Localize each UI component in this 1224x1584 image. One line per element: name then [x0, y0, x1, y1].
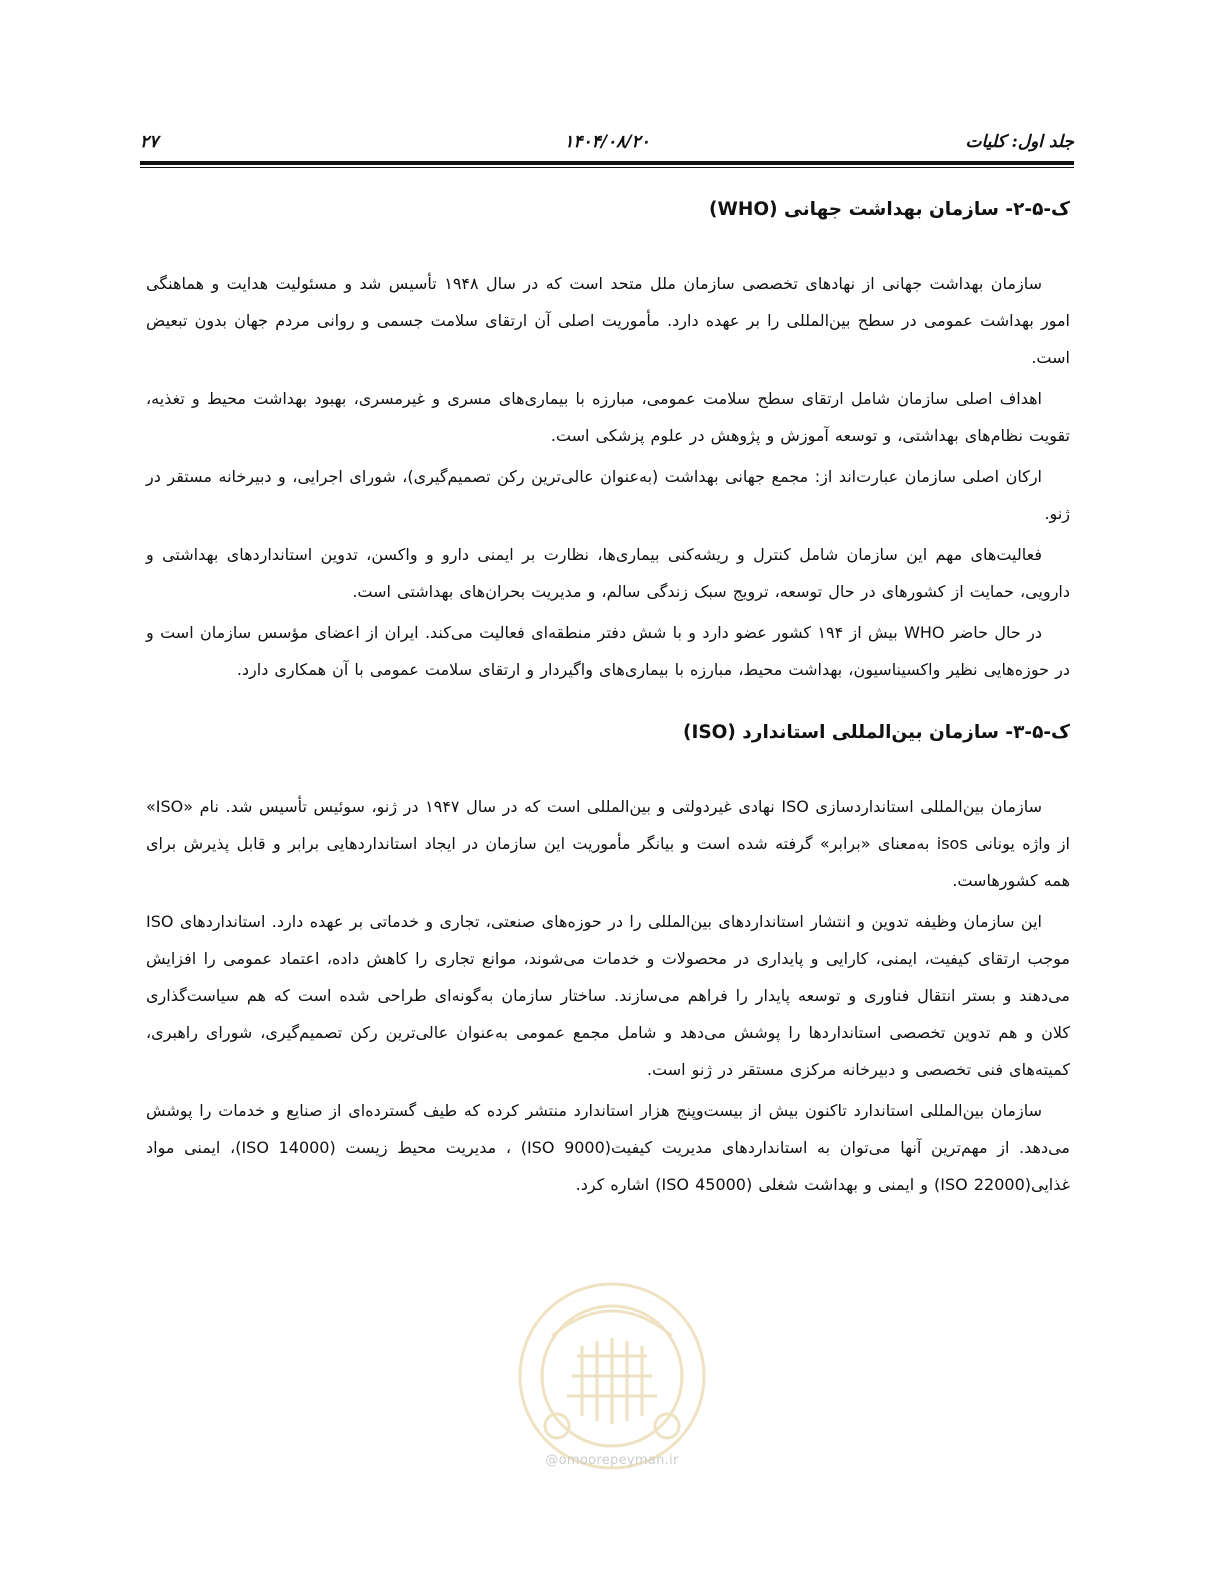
- header-date: ۱۴۰۴/۰۸/۲۰: [564, 132, 650, 152]
- paragraph: سازمان بهداشت جهانی از نهادهای تخصصی سازمان ملل متحد است که در سال ۱۹۴۸ تأسیس شد و مسئولیت هدایت و هماهنگی امور بهداشت عمومی در سطح بین‌المللی را بر عهده دارد. مأموریت اصلی آن ارتقای سلامت جسمی و روانی مردم جهان بدون تبعیض است.: [146, 274, 1070, 367]
- paragraph: فعالیت‌های مهم این سازمان شامل کنترل و ریشه‌کنی بیماری‌ها، نظارت بر ایمنی دارو و واکسن، تدوین استانداردهای بهداشتی و دارویی، حمایت از کشورهای در حال توسعه، ترویج سبک زندگی سالم، و مدیریت بحران‌های بهداشتی است.: [146, 545, 1070, 601]
- section-heading-iso: ک-۵-۳- سازمان بین‌المللی استاندارد (ISO): [683, 722, 1070, 743]
- paragraph: این سازمان وظیفه تدوین و انتشار استانداردهای بین‌المللی را در حوزه‌های صنعتی، تجاری و خدماتی بر عهده دارد. استانداردهای ISO موجب ارتقای کیفیت، ایمنی، کارایی و پایداری در محصولات و خدمات می‌شوند، موانع تجاری را کاهش داده، اعتماد عمومی را افزایش می‌دهند و بستر انتقال فناوری و توسعه پایدار را فراهم می‌سازند. ساختار سازمان به‌گونه‌ای طراحی شده است که هم سیاست‌گذاری کلان و هم تدوین تخصصی استانداردها را پوشش می‌دهد و شامل مجمع عمومی به‌عنوان عالی‌ترین رکن تصمیم‌گیری، شورای راهبری، کمیته‌های فنی تخصصی و دبیرخانه مرکزی مستقر در ژنو است.: [146, 912, 1070, 1079]
- page-number: ۲۷: [140, 132, 159, 152]
- paragraph: سازمان بین‌المللی استاندارد تاکنون بیش از بیست‌وپنج هزار استاندارد منتشر کرده که طیف گسترده‌ای از صنایع و خدمات را پوشش می‌دهد. از مهم‌ترین آنها می‌توان به استانداردهای مدیریت کیفیت(ISO 9000) ، مدیریت محیط زیست (ISO 14000)، ایمنی مواد غذایی(ISO 22000) و ایمنی و بهداشت شغلی (ISO 45000) اشاره کرد.: [146, 1101, 1071, 1194]
- header-rule-thick: [140, 161, 1074, 165]
- paragraph: در حال حاضر WHO بیش از ۱۹۴ کشور عضو دارد و با شش دفتر منطقه‌ای فعالیت می‌کند. ایران از اعضای مؤسس سازمان است و در حوزه‌هایی نظیر واکسیناسیون، بهداشت محیط، مبارزه با بیماری‌های واگیردار و ارتقای سلامت عمومی با آن همکاری دارد.: [146, 623, 1070, 679]
- volume-title: جلد اول: کلیات: [965, 132, 1074, 152]
- watermark-seal-icon: [512, 1276, 712, 1476]
- page-content: [146, 196, 1070, 1207]
- paragraph: سازمان بین‌المللی استانداردسازی ISO نهادی غیردولتی و بین‌المللی است که در سال ۱۹۴۷ در ژنو، سوئیس تأسیس شد. نام «ISO» از واژه یونانی isos به‌معنای «برابر» گرفته شده است و بیانگر مأموریت این سازمان در ایجاد استانداردهایی برابر و قابل پذیرش برای همه کشورهاست.: [146, 797, 1070, 890]
- watermark-text: @omoorepeyman.ir: [545, 1453, 679, 1468]
- paragraph: ارکان اصلی سازمان عبارت‌اند از: مجمع جهانی بهداشت (به‌عنوان عالی‌ترین رکن تصمیم‌گیری)، شورای اجرایی، و دبیرخانه مستقر در ژنو.: [146, 467, 1070, 523]
- header-rule-thin: [140, 167, 1074, 168]
- section-heading-who: ک-۵-۲- سازمان بهداشت جهانی (WHO): [709, 199, 1070, 220]
- paragraph: اهداف اصلی سازمان شامل ارتقای سطح سلامت عمومی، مبارزه با بیماری‌های مسری و غیرمسری، بهبود بهداشت محیط و تغذیه، تقویت نظام‌های بهداشتی، و توسعه آموزش و پژوهش در علوم پزشکی است.: [146, 389, 1070, 445]
- page-header: [140, 128, 1074, 158]
